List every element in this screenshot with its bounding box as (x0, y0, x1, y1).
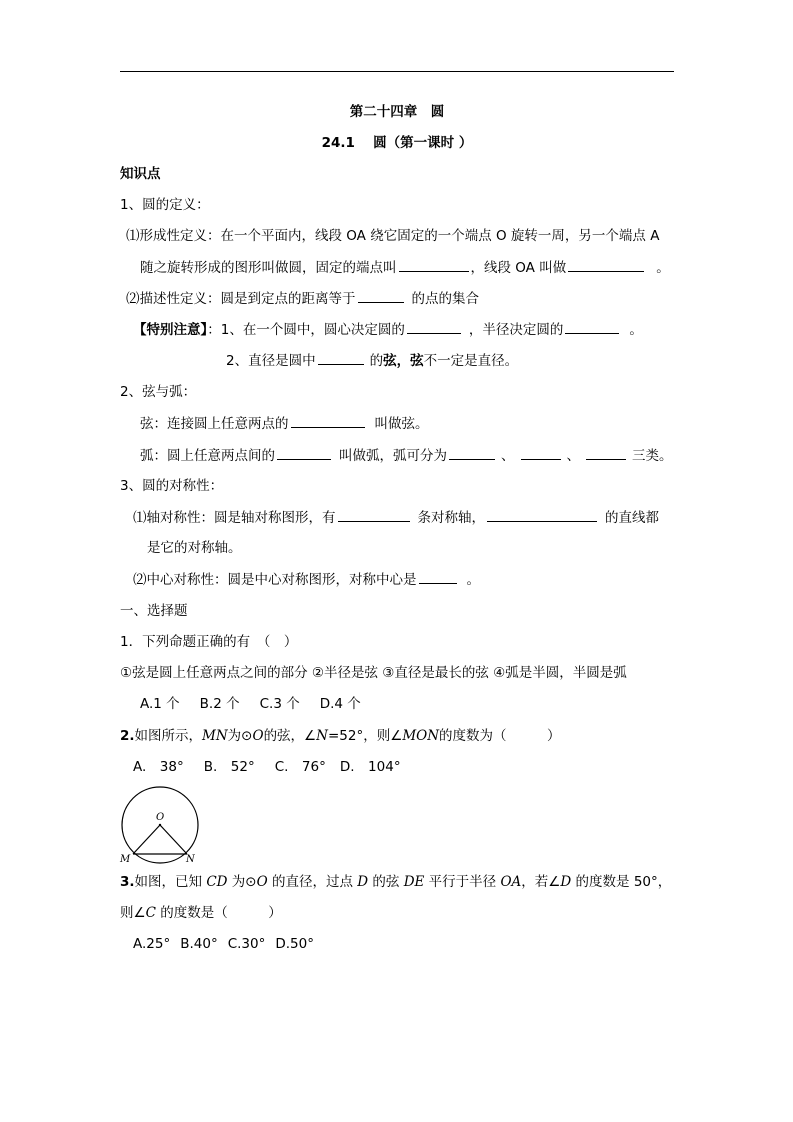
k2-chord (140, 414, 429, 433)
k2-arc-text-c: 三类。 (632, 448, 673, 464)
knowledge-heading: 知识点 (120, 166, 161, 182)
q3-text-3: 的直径，过点 (267, 874, 358, 890)
k1-note1-text-b: ，半径决定圆的 (468, 322, 564, 338)
q2-option-a[interactable]: A. 38° (133, 759, 184, 775)
q2-circle-figure (114, 782, 206, 866)
radius-on (160, 825, 187, 854)
k3-central-text-b: 。 (466, 572, 480, 588)
q3-d2: D (560, 874, 572, 890)
blank-axis-line[interactable] (487, 508, 597, 522)
q3-number: 3. (120, 874, 135, 890)
k1-note1-text-a: ：1、在一个圆中，圆心决定圆的 (207, 322, 405, 338)
chapter-title: 第二十四章 圆 (349, 104, 445, 120)
k1-note2-bold: 弦，弦 (383, 353, 424, 369)
q3-options (133, 935, 314, 953)
q2-text-2: 为⊙ (227, 728, 253, 744)
blank-arc-type-3[interactable] (586, 446, 626, 460)
k1-descriptive (126, 289, 479, 308)
k1-note2-text-a: 2、直径是圆中 (226, 353, 316, 369)
k3-axial-line1 (133, 508, 659, 527)
k3-central (133, 570, 480, 589)
header-rule (120, 71, 674, 72)
q3-text-6: ，若∠ (521, 874, 561, 890)
blank-arc-type-1[interactable] (449, 446, 495, 460)
q2-option-c[interactable]: C. 76° (274, 759, 326, 775)
q3-option-c[interactable]: C.30° (227, 936, 266, 952)
q3-option-b[interactable]: B.40° (180, 936, 218, 952)
q2-text-1: 如图所示， (134, 728, 203, 744)
q3-line2-text-a: 则∠ (120, 905, 146, 921)
q3-line2-text-b: 的度数是（ ） (155, 905, 282, 921)
q2-mon: MON (402, 728, 440, 744)
k3-central-text-a: ⑵中心对称性：圆是中心对称图形，对称中心是 (133, 572, 417, 588)
blank-fixed-endpoint[interactable] (399, 258, 469, 272)
q3-text-7: 的度数是 50°， (571, 874, 672, 890)
q3-oa: OA (500, 874, 522, 890)
k1-descriptive-text-a: ⑵描述性定义：圆是到定点的距离等于 (126, 291, 356, 307)
q3-c: C (145, 905, 156, 921)
k3-axial-text-c: 的直线都 (605, 510, 659, 526)
q2-stem (120, 727, 561, 745)
k1-note1-text-c: 。 (629, 322, 643, 338)
blank-arc-type-2[interactable] (521, 446, 561, 460)
q3-text-5: 平行于半径 (424, 874, 501, 890)
k2-heading: 2、弦与弧： (120, 384, 197, 400)
k2-arc-text-b: 叫做弧，弧可分为 (339, 448, 447, 464)
k1-formation-line2 (140, 258, 670, 277)
q1-option-a[interactable]: A.1 个 (140, 696, 180, 712)
blank-part[interactable] (277, 446, 331, 460)
k2-arc-sep1: 、 (501, 448, 515, 464)
k1-descriptive-text-b: 的点的集合 (411, 291, 479, 307)
q3-option-d[interactable]: D.50° (275, 936, 314, 952)
q3-text-2: 为⊙ (227, 874, 257, 890)
q3-d: D (357, 874, 369, 890)
k2-chord-text-a: 弦：连接圆上任意两点的 (140, 416, 289, 432)
center-point (159, 824, 161, 826)
radius-om (133, 825, 160, 854)
k1-note1 (133, 320, 643, 339)
blank-position[interactable] (407, 320, 461, 334)
q2-mn: MN (202, 728, 228, 744)
k3-axial-text-b: 条对称轴， (417, 510, 485, 526)
blank-size[interactable] (565, 320, 619, 334)
k2-arc-text-a: 弧：圆上任意两点间的 (140, 448, 275, 464)
k2-chord-text-b: 叫做弦。 (374, 416, 429, 432)
q2-o: O (252, 728, 264, 744)
k1-formation-text-c: 。 (656, 260, 670, 276)
k2-arc-sep2: 、 (566, 448, 580, 464)
blank-segment-oa[interactable] (568, 258, 644, 272)
note-label: 【特别注意】 (133, 322, 208, 338)
q2-n: N (316, 728, 328, 744)
q2-options (133, 758, 401, 776)
q1-options (140, 695, 361, 713)
k1-heading: 1、圆的定义： (120, 197, 210, 213)
q2-option-d[interactable]: D. 104° (339, 759, 401, 775)
label-n: N (186, 854, 195, 865)
q2-number: 2. (120, 728, 135, 744)
q3-stem-line1 (120, 873, 671, 891)
label-m: M (120, 854, 131, 865)
blank-segment[interactable] (291, 414, 365, 428)
q3-option-a[interactable]: A.25° (133, 936, 171, 952)
label-o: O (156, 812, 165, 823)
section-title: 24.1 圆（第一课时 ） (321, 135, 473, 151)
q3-stem-line2 (120, 904, 282, 922)
q3-cd: CD (206, 874, 228, 890)
k3-heading: 3、圆的对称性： (120, 478, 224, 494)
q1-option-d[interactable]: D.4 个 (319, 696, 361, 712)
q2-text-5: 的度数为（ ） (439, 728, 561, 744)
q2-text-4: =52°，则∠ (327, 728, 403, 744)
q3-de: DE (403, 874, 425, 890)
k1-note2-text-b: 的 (369, 353, 384, 369)
k3-axial-line2: 是它的对称轴。 (147, 540, 242, 556)
q2-option-b[interactable]: B. 52° (203, 759, 255, 775)
k1-formation-text-b: ，线段 OA 叫做 (470, 260, 567, 276)
k1-note2-text-c: 不一定是直径。 (423, 353, 519, 369)
k3-axial-text-a: ⑴轴对称性：圆是轴对称图形，有 (133, 510, 336, 526)
q1-option-b[interactable]: B.2 个 (199, 696, 240, 712)
k1-note2 (226, 351, 518, 370)
blank-center[interactable] (419, 570, 457, 584)
q2-text-3: 的弦，∠ (263, 728, 317, 744)
q1-stem: 1．下列命题正确的有 （ ） (120, 634, 298, 650)
q3-o: O (256, 874, 268, 890)
q1-option-c[interactable]: C.3 个 (259, 696, 300, 712)
k1-formation-text-a: 随之旋转形成的图形叫做圆，固定的端点叫 (140, 260, 397, 276)
blank-longest[interactable] (318, 351, 364, 365)
k2-arc (140, 446, 673, 465)
blank-fixed-distance[interactable] (358, 289, 404, 303)
q3-text-1: 如图，已知 (134, 874, 207, 890)
blank-axis-count[interactable] (338, 508, 410, 522)
section1-heading: 一、选择题 (120, 603, 188, 619)
q3-text-4: 的弦 (368, 874, 404, 890)
q1-statements: ①弦是圆上任意两点之间的部分 ②半径是弦 ③直径是最长的弦 ④弧是半圆，半圆是弧 (120, 665, 627, 681)
k1-formation-line1: ⑴形成性定义：在一个平面内，线段 OA 绕它固定的一个端点 O 旋转一周，另一个端点 A (126, 228, 660, 244)
